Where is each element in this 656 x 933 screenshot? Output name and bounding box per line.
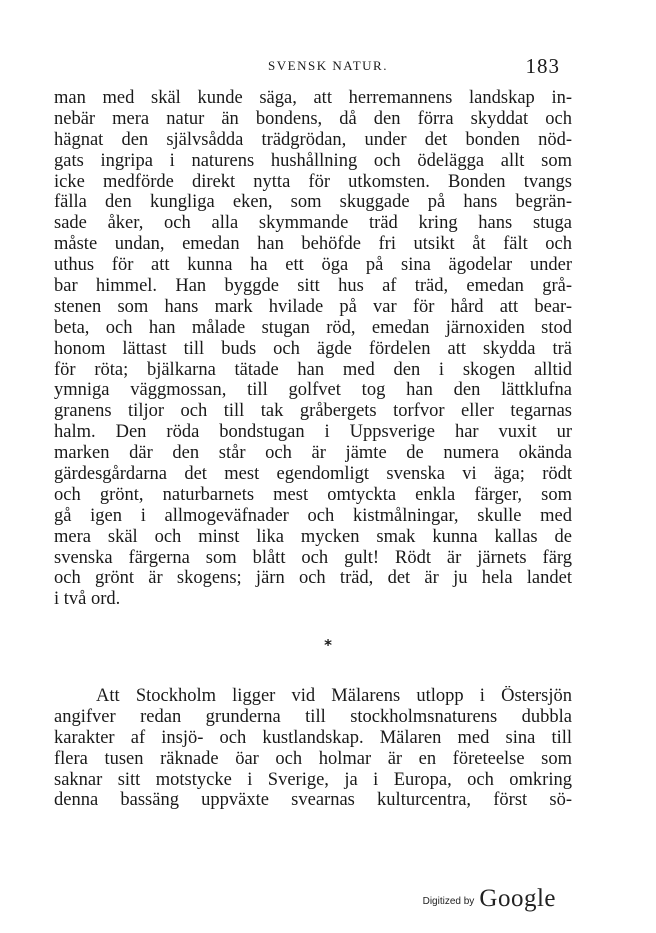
text-line: måste undan, emedan han behöfde fri utsikt åt fält och [54, 234, 572, 255]
paragraph-1 [54, 88, 572, 610]
text-line: halm. Den röda bondstugan i Uppsverige har vuxit ur [54, 422, 572, 443]
text-line: flera tusen räknade öar och holmar är en företeelse som [54, 748, 572, 769]
text-line: stenen som hans mark hvilade på var för hård att bear- [54, 296, 572, 317]
text-line: och grönt, naturbarnets mest omtyckta enkla färger, som [54, 484, 572, 505]
text-line: granens tiljor och till tak gråbergets torfvor eller tegarnas [54, 401, 572, 422]
text-line: icke medförde direkt nytta för utkomsten. Bonden tvangs [54, 171, 572, 192]
google-logo: Google [479, 885, 556, 912]
text-line: angifver redan grunderna till stockholmsnaturens dubbla [54, 706, 572, 727]
text-line: fälla den kungliga eken, som skuggade på hans begrän- [54, 192, 572, 213]
page-header [0, 56, 656, 80]
text-line: för röta; bjälkarna tätade han med den i skogen alltid [54, 359, 572, 380]
text-line: marken där den står och är jämte de numera okända [54, 443, 572, 464]
text-line: nebär mera natur än bondens, då den förra skyddat och [54, 108, 572, 129]
text-line: honom lättast till buds och ägde fördelen att skydda trä [54, 338, 572, 359]
paragraph-2 [54, 686, 572, 811]
text-line: svenska färgerna som blått och gult! Rödt är järnets färg [54, 547, 572, 568]
text-line: uthus för att kunna ha ett öga på sina ägodelar under [54, 255, 572, 276]
section-separator: * [324, 636, 332, 654]
text-line: i två ord. [54, 589, 121, 610]
text-line: gats ingripa i naturens hushållning och ödelägga allt som [54, 150, 572, 171]
text-line: saknar sitt motstycke i Sverige, ja i Europa, och omkring [54, 769, 572, 790]
page-number: 183 [525, 54, 560, 78]
text-line: man med skäl kunde säga, att herremannens landskap in- [54, 88, 572, 108]
text-line: beta, och han målade stugan röd, emedan järnoxiden stod [54, 317, 572, 338]
text-line: hägnat den självsådda trädgrödan, under det bonden nöd- [54, 129, 572, 150]
text-line: gå igen i allmogeväfnader och kistmålningar, skulle med [54, 505, 572, 526]
digitized-by-google-watermark [423, 885, 556, 913]
running-title: SVENSK NATUR. [268, 58, 388, 73]
text-line: bar himmel. Han byggde sitt hus af träd, emedan grå- [54, 276, 572, 297]
text-line: denna bassäng uppväxte svearnas kulturcentra, först sö- [54, 790, 572, 811]
watermark-prefix: Digitized by [422, 896, 475, 907]
text-line: karakter af insjö- och kustlandskap. Mälaren med sina till [54, 727, 572, 748]
text-line: ymniga väggmossan, till golfvet tog han den lättklufna [54, 380, 572, 401]
text-line: sade åker, och alla skymmande träd kring hans stuga [54, 213, 572, 234]
text-line: gärdesgårdarna det mest egendomligt svenska vi äga; rödt [54, 464, 572, 485]
text-line: Att Stockholm ligger vid Mälarens utlopp i Östersjön [96, 686, 572, 706]
text-line: och grönt är skogens; järn och träd, det är ju hela landet [54, 568, 572, 589]
text-line: mera skäl och minst lika mycken smak kunna kallas de [54, 526, 572, 547]
